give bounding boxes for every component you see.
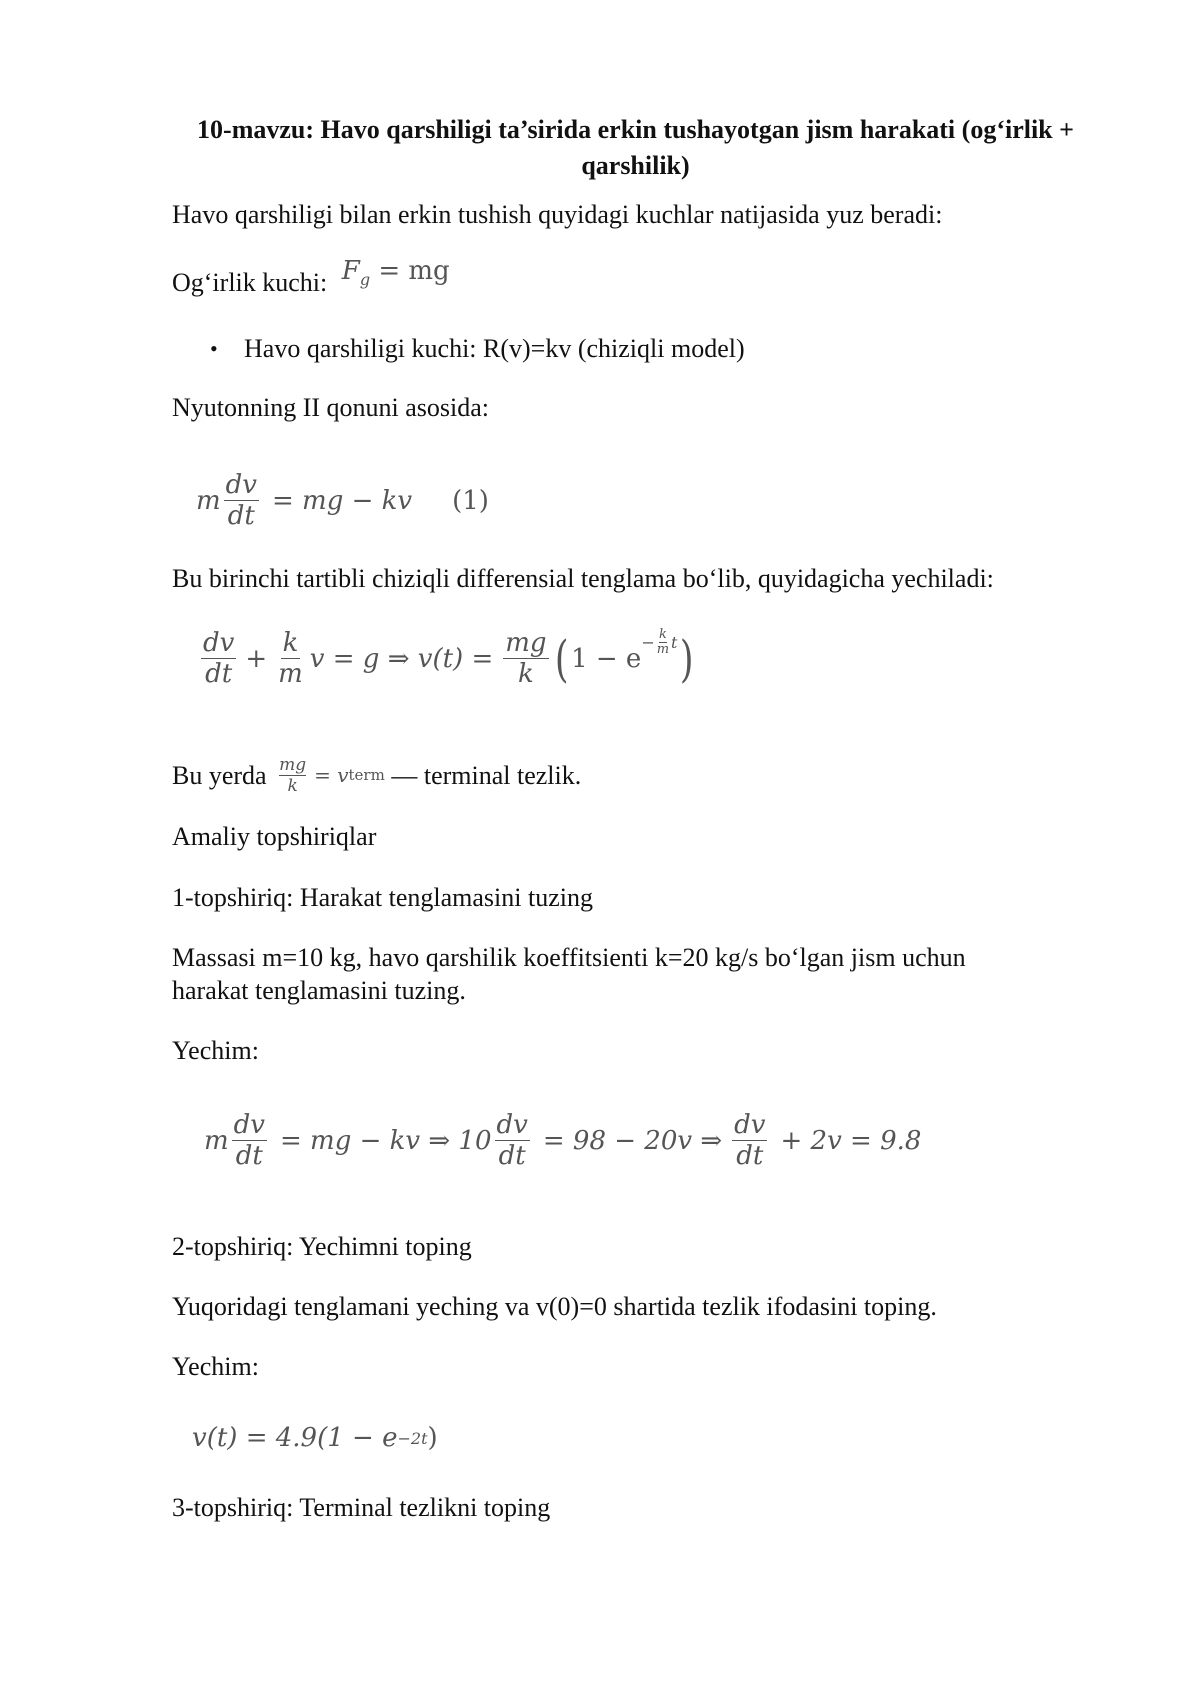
task1-text-line-2: harakat tenglamasini tuzing. xyxy=(172,976,466,1005)
terminal-den: k xyxy=(287,776,298,796)
eq4-close: ) xyxy=(427,1423,438,1453)
terminal-paragraph xyxy=(172,755,582,810)
terminal-prefix: Bu yerda xyxy=(172,761,267,790)
document-title: 10-mavzu: Havo qarshiligi ta’sirida erkin tushayotgan jism harakati (og‘irlik + qarshilik) xyxy=(197,115,1074,180)
equation-2 xyxy=(198,628,697,689)
eq3-num2: dv xyxy=(496,1110,528,1140)
eq1-m: m xyxy=(196,485,221,516)
equation-1 xyxy=(196,470,489,531)
task2-text: Yuqoridagi tenglamani yeching va v(0)=0 shartida tezlik ifodasini toping. xyxy=(172,1292,937,1321)
eq4-lhs: v(t) = 4.9(1 − e xyxy=(192,1423,398,1453)
newton-paragraph: Nyutonning II qonuni asosida: xyxy=(172,393,490,422)
eq1-den: dt xyxy=(227,501,255,531)
eq2-den1: dt xyxy=(205,659,233,689)
practical-heading: Amaliy topshiriqlar xyxy=(172,822,377,851)
eq3-den3: dt xyxy=(736,1141,764,1171)
eq1-fraction xyxy=(224,470,259,531)
equation-3 xyxy=(204,1110,921,1171)
eq2-frac-1 xyxy=(201,628,236,689)
gravity-formula-sub: g xyxy=(359,270,371,290)
linear-paragraph: Bu birinchi tartibli chiziqli differensial tenglama bo‘lib, quyidagicha yechiladi: xyxy=(172,564,994,593)
solution-label-2: Yechim: xyxy=(172,1352,259,1381)
eq3-num1: dv xyxy=(233,1110,265,1140)
eq2-paren-inner: 1 − e xyxy=(571,643,642,674)
eq4-exp: −2t xyxy=(397,1428,428,1448)
solution-label-1: Yechim: xyxy=(172,1036,259,1065)
eq2-num3: mg xyxy=(505,628,547,658)
task3-title: 3-topshiriq: Terminal tezlikni toping xyxy=(172,1493,551,1522)
intro-paragraph: Havo qarshiligi bilan erkin tushish quyidagi kuchlar natijasida yuz beradi: xyxy=(172,200,943,229)
eq3-num3: dv xyxy=(734,1110,766,1140)
gravity-formula xyxy=(341,256,450,290)
eq2-exp-num: k xyxy=(658,627,667,642)
bullet-marker: • xyxy=(210,336,218,361)
eq3-frac-2 xyxy=(495,1110,530,1171)
eq3-frac-1 xyxy=(232,1110,267,1171)
eq1-num: dv xyxy=(225,470,257,500)
bullet-resistance: Havo qarshiligi kuchi: R(v)=kv (chiziqli model) xyxy=(244,334,745,363)
eq2-exp-t: t xyxy=(671,633,678,652)
eq2-num2: k xyxy=(282,628,299,658)
eq2-open-paren: ( xyxy=(554,629,569,688)
eq1-tag: (1) xyxy=(452,485,489,516)
eq3-mid1: = mg − kv ⇒ 10 xyxy=(280,1125,492,1156)
eq2-den3: k xyxy=(518,659,534,689)
eq2-exponent: − $\frac{k}{m}$ t xyxy=(641,627,678,657)
eq2-frac-3 xyxy=(503,628,548,689)
gravity-formula-lhs: F xyxy=(341,256,360,286)
terminal-formula xyxy=(277,755,385,796)
terminal-rhs: = v xyxy=(314,763,349,787)
task1-text-line-1: Massasi m=10 kg, havo qarshilik koeffitsienti k=20 kg/s bo‘lgan jism uchun xyxy=(172,943,966,972)
eq3-m: m xyxy=(204,1125,229,1156)
eq2-frac-2 xyxy=(276,628,305,689)
gravity-formula-rhs: = mg xyxy=(378,256,450,286)
eq3-end: + 2v = 9.8 xyxy=(780,1125,922,1156)
terminal-suffix: — terminal tezlik. xyxy=(391,761,582,790)
eq2-exp-den: m xyxy=(656,642,670,657)
terminal-num: mg xyxy=(279,755,307,775)
eq3-frac-3 xyxy=(732,1110,767,1171)
eq1-rhs: = mg − kv xyxy=(272,485,413,516)
task1-title: 1-topshiriq: Harakat tenglamasini tuzing xyxy=(172,883,593,912)
eq3-den1: dt xyxy=(235,1141,263,1171)
eq3-mid2: = 98 − 20v ⇒ xyxy=(542,1125,723,1156)
eq2-mid: v = g ⇒ v(t) = xyxy=(309,643,494,674)
eq2-plus: + xyxy=(245,643,268,674)
equation-4 xyxy=(192,1418,438,1458)
gravity-line xyxy=(172,256,450,308)
eq2-num1: dv xyxy=(203,628,235,658)
terminal-sub: term xyxy=(348,766,385,784)
eq2-den2: m xyxy=(278,659,303,689)
eq2-close-paren: ) xyxy=(680,629,695,688)
gravity-label: Og‘irlik kuchi: xyxy=(172,268,328,297)
task2-title: 2-topshiriq: Yechimni toping xyxy=(172,1232,472,1261)
eq3-den2: dt xyxy=(498,1141,526,1171)
